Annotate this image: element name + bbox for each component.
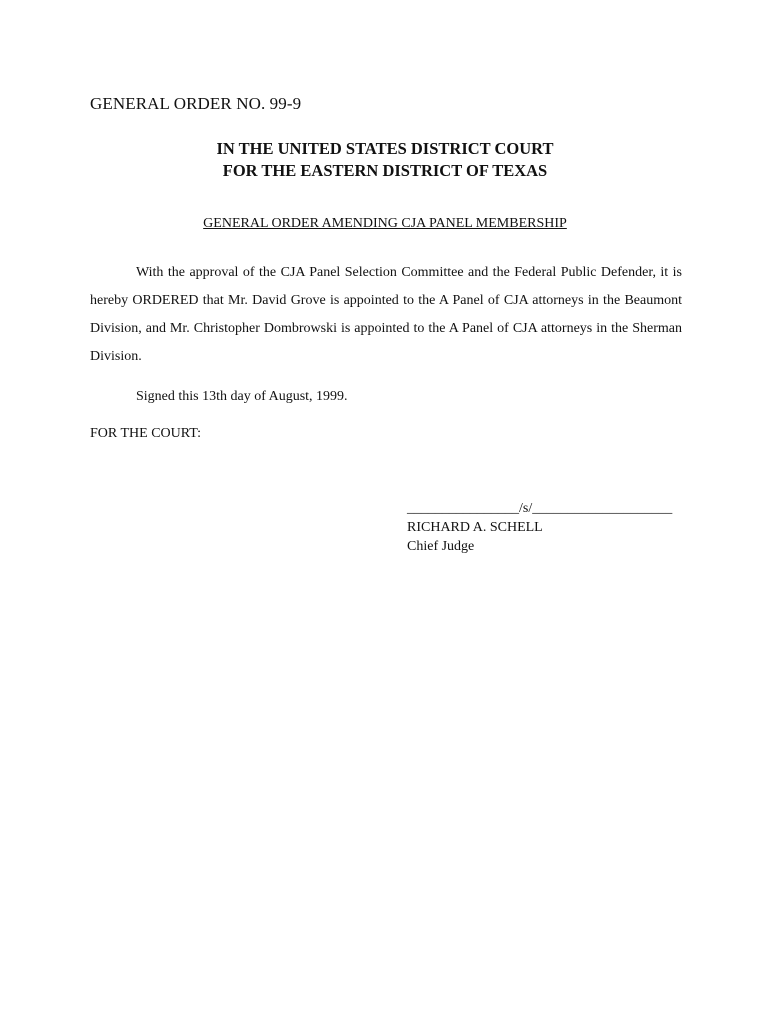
court-heading (0, 138, 770, 182)
court-district-line: FOR THE EASTERN DISTRICT OF TEXAS (222, 161, 548, 180)
court-name-line: IN THE UNITED STATES DISTRICT COURT (216, 139, 554, 158)
order-body-paragraph: With the approval of the CJA Panel Selection Committee and the Federal Public Defender, it is hereby ORDERED that Mr. David Grove is appointed to the A Panel of CJA attorneys in the Beaumont Division, and Mr. Christopher Dombrowski is appointed to the A Panel of CJA attorneys in the Sherman Division. (90, 265, 682, 364)
order-title: GENERAL ORDER AMENDING CJA PANEL MEMBERSHIP (203, 216, 567, 231)
order-number: GENERAL ORDER NO. 99-9 (90, 94, 302, 113)
signature-line: ________________/s/____________________ (407, 501, 673, 516)
signatory-name: RICHARD A. SCHELL (407, 520, 543, 535)
signatory-title: Chief Judge (407, 539, 475, 554)
for-the-court-label: FOR THE COURT: (90, 426, 201, 441)
signed-date-line: Signed this 13th day of August, 1999. (136, 389, 348, 404)
signature-block (407, 499, 672, 556)
